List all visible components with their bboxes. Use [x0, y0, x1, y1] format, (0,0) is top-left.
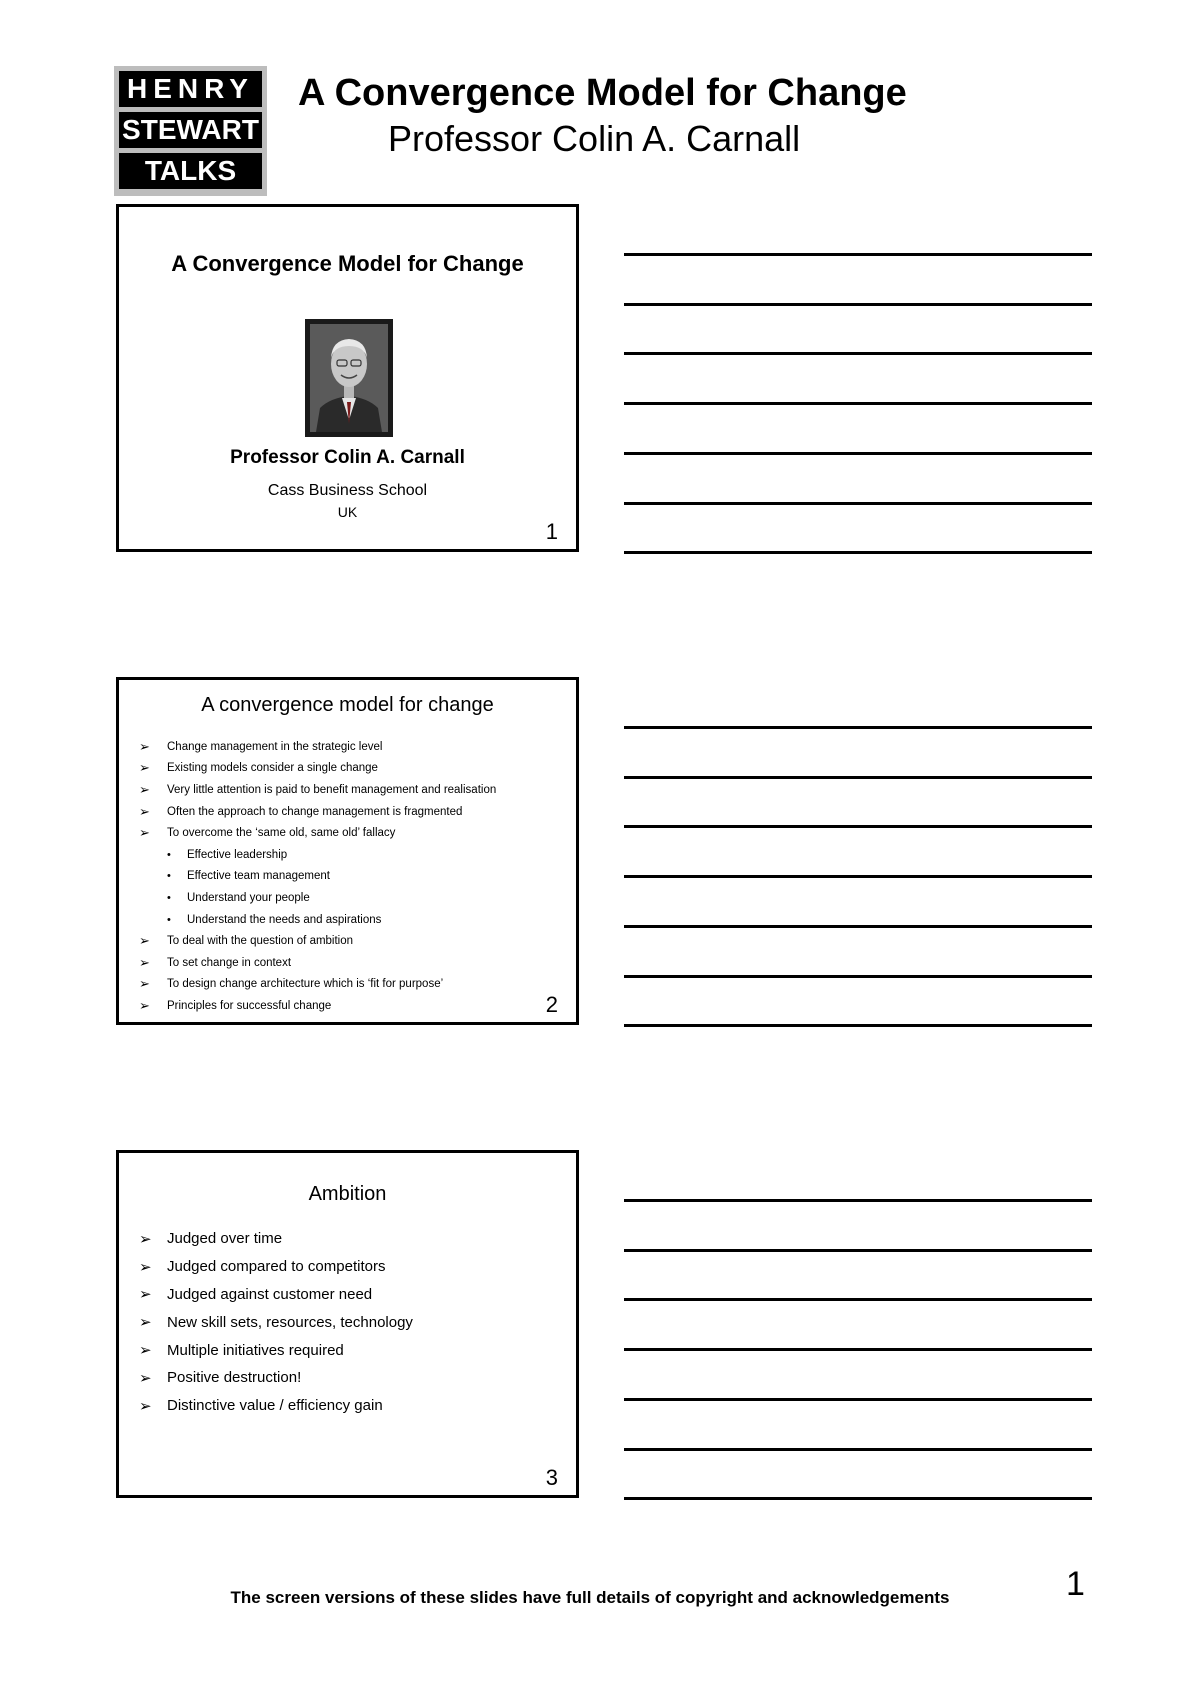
bullet-item: [139, 758, 496, 780]
note-line: [624, 1199, 1092, 1202]
bullet-text: Very little attention is paid to benefit management and realisation: [167, 783, 497, 796]
henry-stewart-talks-logo: [114, 66, 267, 196]
logo-line-henry: HENRY: [119, 71, 262, 107]
slide-number: 1: [545, 519, 558, 544]
bullet-text: To design change architecture which is ‘fit for purpose’: [167, 978, 444, 991]
bullet-item: [139, 822, 496, 844]
document-title: A Convergence Model for Change: [298, 72, 907, 114]
bullet-text: New skill sets, resources, technology: [167, 1313, 413, 1331]
arrowhead-bullet-icon: ➢: [139, 976, 150, 992]
bullet-text: Change management in the strategic level: [167, 740, 383, 753]
slide-3-title: Ambition: [308, 1183, 387, 1205]
bullet-item: [139, 952, 496, 974]
logo-line-stewart: STEWART: [119, 112, 262, 148]
note-line: [624, 1497, 1092, 1500]
slide-number: 2: [545, 992, 558, 1017]
note-line: [624, 726, 1092, 729]
presenter-name: Professor Colin A. Carnall: [230, 447, 465, 468]
bullet-text: Multiple initiatives required: [167, 1341, 344, 1359]
note-line: [624, 1249, 1092, 1252]
arrowhead-bullet-icon: ➢: [139, 1342, 152, 1360]
note-line: [624, 1348, 1092, 1351]
arrowhead-bullet-icon: ➢: [139, 1397, 152, 1415]
note-line: [624, 825, 1092, 828]
note-line: [624, 875, 1092, 878]
arrowhead-bullet-icon: ➢: [139, 1369, 152, 1387]
arrowhead-bullet-icon: ➢: [139, 1258, 152, 1276]
presenter-country: UK: [337, 504, 358, 520]
presenter-portrait: [310, 324, 388, 432]
bullet-text: Judged over time: [167, 1230, 283, 1248]
arrowhead-bullet-icon: ➢: [139, 954, 150, 970]
bullet-text: Judged against customer need: [167, 1285, 373, 1303]
slide-3: [116, 1150, 579, 1498]
bullet-item: [139, 1281, 413, 1309]
arrowhead-bullet-icon: ➢: [139, 825, 150, 841]
arrowhead-bullet-icon: ➢: [139, 738, 150, 754]
bullet-text: Understand your people: [187, 891, 310, 904]
bullet-item: [139, 995, 496, 1017]
note-line: [624, 402, 1092, 405]
bullet-item: [139, 887, 496, 909]
note-line: [624, 1024, 1092, 1027]
bullet-item: [139, 974, 496, 996]
dot-bullet-icon: •: [167, 848, 171, 861]
note-line: [624, 1298, 1092, 1301]
bullet-text: Positive destruction!: [167, 1369, 302, 1387]
bullet-text: Effective team management: [187, 870, 330, 883]
arrowhead-bullet-icon: ➢: [139, 1314, 152, 1332]
bullet-item: [139, 1392, 413, 1420]
dot-bullet-icon: •: [167, 891, 171, 904]
arrowhead-bullet-icon: ➢: [139, 1230, 152, 1248]
note-line: [624, 352, 1092, 355]
note-line: [624, 1448, 1092, 1451]
presenter-photo: [305, 319, 393, 437]
bullet-item: [139, 930, 496, 952]
bullet-item: [139, 779, 496, 801]
bullet-text: Often the approach to change management is fragmented: [167, 805, 463, 818]
arrowhead-bullet-icon: ➢: [139, 997, 150, 1013]
dot-bullet-icon: •: [167, 870, 171, 883]
slide-1-title: A Convergence Model for Change: [171, 251, 524, 276]
bullet-text: To deal with the question of ambition: [167, 935, 354, 948]
bullet-item: [139, 866, 496, 888]
bullet-text: Judged compared to competitors: [167, 1258, 386, 1276]
bullet-text: Principles for successful change: [167, 999, 332, 1012]
logo-line-talks: TALKS: [119, 153, 262, 189]
note-line: [624, 551, 1092, 554]
arrowhead-bullet-icon: ➢: [139, 781, 150, 797]
arrowhead-bullet-icon: ➢: [139, 803, 150, 819]
slide-2-bullet-list: [139, 736, 496, 1017]
bullet-text: Distinctive value / efficiency gain: [167, 1397, 383, 1415]
arrowhead-bullet-icon: ➢: [139, 760, 150, 776]
bullet-item: [139, 801, 496, 823]
bullet-item: [139, 1225, 413, 1253]
bullet-item: [139, 909, 496, 931]
note-line: [624, 925, 1092, 928]
slide-number: 3: [545, 1465, 558, 1490]
dot-bullet-icon: •: [167, 913, 171, 926]
slide-2-title: A convergence model for change: [201, 694, 494, 716]
slide-1: [116, 204, 579, 552]
note-line: [624, 303, 1092, 306]
page-number: 1: [1066, 1565, 1085, 1603]
note-line: [624, 1398, 1092, 1401]
arrowhead-bullet-icon: ➢: [139, 1286, 152, 1304]
document-subtitle: Professor Colin A. Carnall: [388, 118, 801, 159]
bullet-item: [139, 736, 496, 758]
note-line: [624, 975, 1092, 978]
copyright-note: The screen versions of these slides have full details of copyright and acknowledgements: [230, 1588, 950, 1607]
slide-2: [116, 677, 579, 1025]
slide-3-bullet-list: [139, 1225, 413, 1420]
bullet-text: Effective leadership: [187, 848, 288, 861]
note-line: [624, 253, 1092, 256]
note-line: [624, 502, 1092, 505]
bullet-item: [139, 1253, 413, 1281]
bullet-item: [139, 1336, 413, 1364]
bullet-item: [139, 1364, 413, 1392]
bullet-text: Existing models consider a single change: [167, 762, 378, 775]
bullet-text: To set change in context: [167, 956, 292, 969]
bullet-item: [139, 1308, 413, 1336]
presenter-affiliation: Cass Business School: [267, 482, 428, 499]
note-line: [624, 452, 1092, 455]
note-line: [624, 776, 1092, 779]
bullet-text: To overcome the ‘same old, same old’ fallacy: [167, 827, 396, 840]
bullet-text: Understand the needs and aspirations: [187, 913, 382, 926]
bullet-item: [139, 844, 496, 866]
arrowhead-bullet-icon: ➢: [139, 933, 150, 949]
